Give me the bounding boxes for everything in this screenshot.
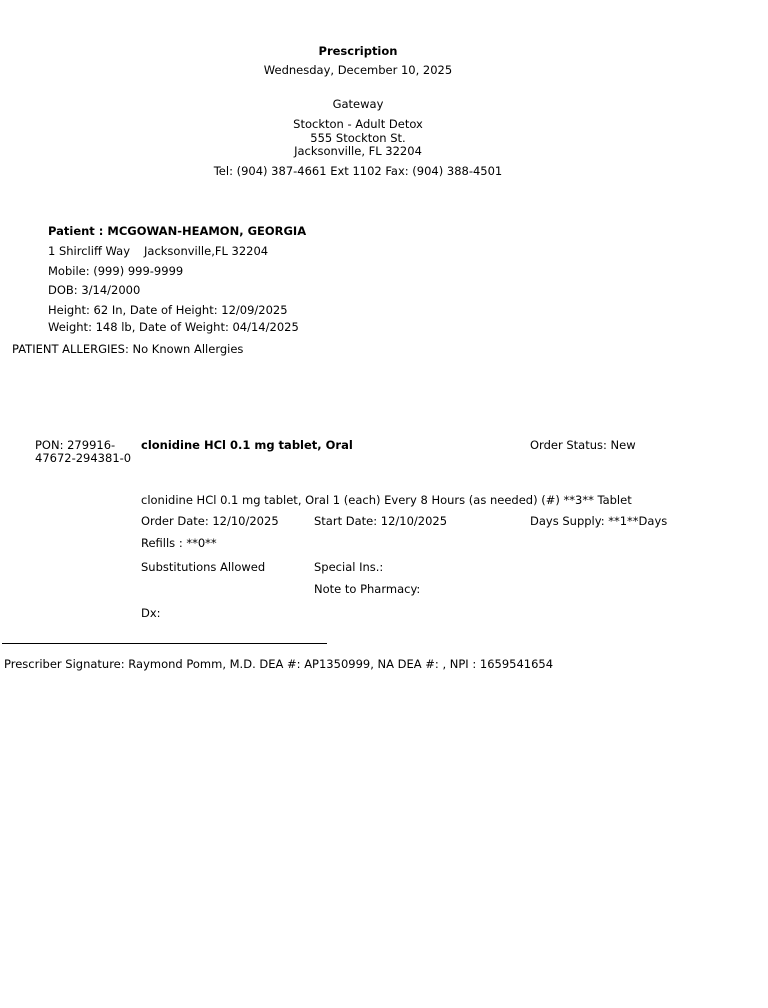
- diagnosis: Dx:: [141, 606, 161, 620]
- pon-line2: 47672-294381-0: [35, 451, 132, 465]
- order-status: Order Status: New: [530, 438, 636, 452]
- signature-line: [2, 643, 327, 644]
- document-title: Prescription: [318, 44, 398, 58]
- facility-contact: Tel: (904) 387-4661 Ext 1102 Fax: (904) 388-4501: [213, 164, 503, 178]
- facility-name: Stockton - Adult Detox: [293, 117, 423, 131]
- patient-height: Height: 62 In, Date of Height: 12/09/2025: [48, 303, 288, 317]
- refills: Refills : **0**: [141, 536, 217, 550]
- order-date: Order Date: 12/10/2025: [141, 514, 279, 528]
- days-supply: Days Supply: **1**Days: [530, 514, 668, 528]
- facility-address-line2: Jacksonville, FL 32204: [294, 144, 422, 158]
- note-to-pharmacy: Note to Pharmacy:: [314, 582, 421, 596]
- patient-street: 1 Shircliff Way: [48, 244, 131, 258]
- special-instructions: Special Ins.:: [314, 560, 384, 574]
- allergies-label: PATIENT ALLERGIES:: [12, 342, 129, 356]
- patient-weight: Weight: 148 lb, Date of Weight: 04/14/2025: [48, 320, 299, 334]
- pon-line1: PON: 279916-: [35, 438, 116, 452]
- prescriber-signature: Prescriber Signature: Raymond Pomm, M.D. DEA #: AP1350999, NA DEA #: , NPI : 1659541654: [4, 657, 554, 671]
- patient-allergies: [12, 342, 243, 356]
- substitutions: Substitutions Allowed: [141, 560, 266, 574]
- patient-name: Patient : MCGOWAN-HEAMON, GEORGIA: [48, 224, 307, 238]
- organization-name: Gateway: [332, 97, 384, 111]
- drug-title: clonidine HCl 0.1 mg tablet, Oral: [141, 438, 353, 452]
- order-sig: clonidine HCl 0.1 mg tablet, Oral 1 (each) Every 8 Hours (as needed) (#) **3** Tablet: [141, 493, 632, 507]
- document-date: Wednesday, December 10, 2025: [263, 63, 453, 77]
- patient-mobile: Mobile: (999) 999-9999: [48, 264, 184, 278]
- start-date: Start Date: 12/10/2025: [314, 514, 448, 528]
- allergies-value: No Known Allergies: [132, 342, 244, 356]
- patient-city-state-zip: Jacksonville,FL 32204: [144, 244, 269, 258]
- patient-dob: DOB: 3/14/2000: [48, 283, 141, 297]
- facility-address-line1: 555 Stockton St.: [310, 131, 406, 145]
